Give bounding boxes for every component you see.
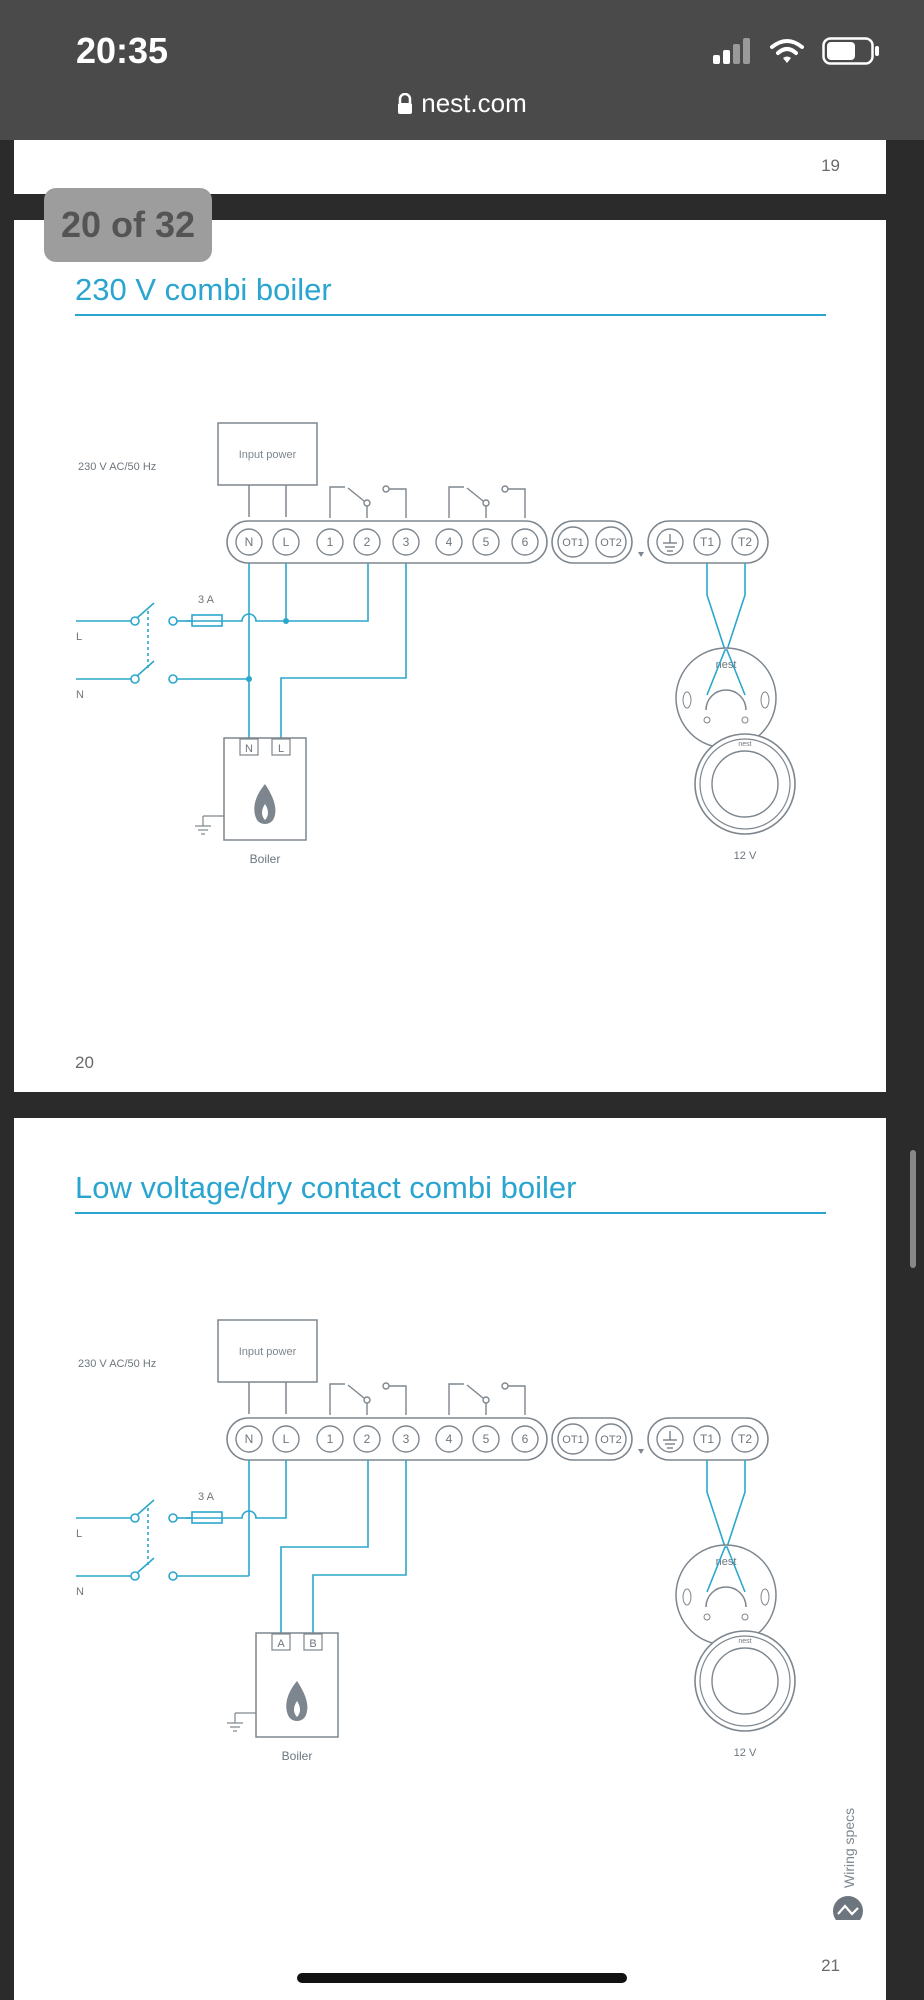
page-title: 230 V combi boiler [75,272,332,307]
terminal-4: 4 [445,1432,453,1446]
page-title: Low voltage/dry contact combi boiler [75,1170,577,1205]
terminal-l: L [282,535,290,549]
terminal-strip [227,521,768,563]
home-indicator[interactable] [297,1973,627,1983]
fuse-label: 3 A [198,594,214,606]
input-power-box [218,423,317,517]
terminal-t1: T1 [699,1432,715,1446]
signal-icon [712,37,752,65]
status-icons [712,34,880,68]
side-tab-label: Wiring specs [841,1807,857,1888]
scrollbar[interactable] [910,1150,916,1268]
terminal-5: 5 [482,1432,490,1446]
nest-thermostat [676,1545,795,1759]
terminal-l: L [282,1432,290,1446]
status-time: 20:35 [76,30,169,71]
page-counter-badge: 20 of 32 [44,188,212,262]
line-l-label: L [76,1528,83,1540]
terminal-2: 2 [363,535,371,549]
terminal-ot1: OT1 [562,1434,584,1446]
svg-text:N: N [245,743,253,755]
wiring [228,563,745,742]
boiler-ground-icon [227,1713,256,1731]
svg-text:Input power: Input power [238,449,297,461]
terminal-t2: T2 [737,1432,753,1446]
page-number: 21 [821,1956,840,1975]
terminal-n: N [244,535,254,549]
terminal-ot2: OT2 [600,1434,622,1446]
terminal-6: 6 [521,535,529,549]
svg-text:B: B [309,1638,317,1650]
relay-switch-2 [449,1383,525,1415]
terminal-5: 5 [482,535,490,549]
wifi-icon [770,38,804,64]
terminal-1: 1 [326,1432,334,1446]
fuse-label: 3 A [198,1491,214,1503]
pdf-page-19 [14,140,886,194]
wiring [228,1460,745,1637]
title-rule [75,314,826,316]
supply-label: 230 V AC/50 Hz [78,461,157,473]
terminal-6: 6 [521,1432,529,1446]
nest-thermostat [676,648,795,862]
terminal-4: 4 [445,535,453,549]
title-rule [75,1212,826,1214]
page-number: 20 [75,1053,94,1072]
terminal-n: N [244,1432,254,1446]
mains-switch [76,603,249,683]
address-bar[interactable] [0,88,924,119]
voltage-label: 12 V [733,1747,757,1759]
boiler-label: Boiler [249,852,281,866]
battery-icon [822,37,880,65]
line-n-label: N [76,1586,84,1598]
wiring-diagram-low-voltage [0,1307,924,1787]
svg-text:Input power: Input power [238,1346,297,1358]
svg-text:L: L [277,743,285,755]
terminal-t2: T2 [737,535,753,549]
terminal-1: 1 [326,535,334,549]
relay-switch-1 [330,1383,406,1415]
lock-icon [397,93,413,115]
side-tab [818,1790,878,1920]
supply-label: 230 V AC/50 Hz [78,1358,157,1370]
relay-switch-1 [330,486,406,518]
terminal-strip [227,1418,768,1460]
line-l-label: L [76,631,83,643]
mains-switch [76,1500,249,1580]
line-n-label: N [76,689,84,701]
browser-top-bar [0,0,924,140]
svg-text:nest: nest [738,741,752,748]
relay-switch-2 [449,486,525,518]
url-text: nest.com [421,88,527,118]
input-power-box [218,1320,317,1414]
terminal-2: 2 [363,1432,371,1446]
nest-logo: nest [715,659,737,671]
page-number: 19 [821,156,840,175]
boiler [195,738,306,866]
terminal-3: 3 [402,1432,410,1446]
boiler [227,1633,338,1763]
nest-logo: nest [715,1556,737,1568]
boiler-ground-icon [195,816,224,834]
terminal-t1: T1 [699,535,715,549]
voltage-label: 12 V [733,850,757,862]
terminal-ot2: OT2 [600,537,622,549]
svg-text:A: A [277,1638,285,1650]
svg-text:nest: nest [738,1638,752,1645]
terminal-3: 3 [402,535,410,549]
terminal-ot1: OT1 [562,537,584,549]
boiler-label: Boiler [281,1749,313,1763]
wiring-diagram-230v [0,410,924,890]
